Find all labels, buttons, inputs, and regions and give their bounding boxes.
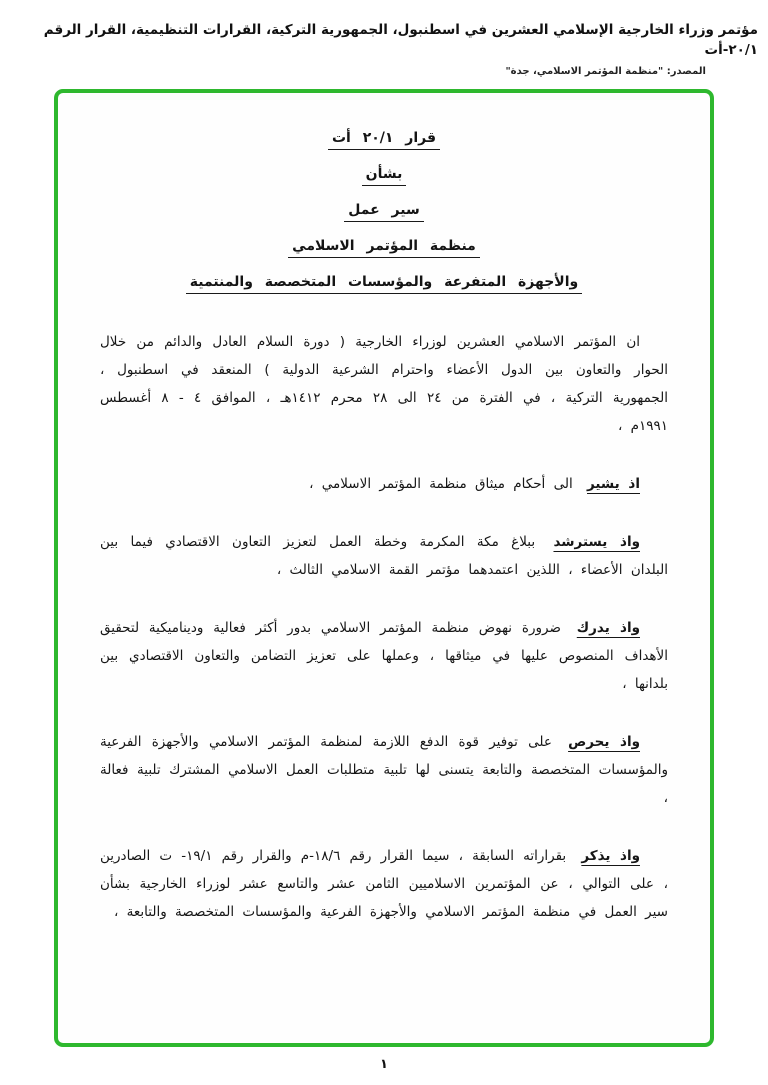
page-number: ١: [380, 1056, 388, 1072]
paragraph-clause-aware: [100, 614, 668, 698]
scanned-page-frame: [54, 89, 714, 1047]
paragraph-preamble: [100, 328, 668, 440]
resolution-subject-line-1: [94, 199, 674, 222]
clause-lead: واذ يذكر: [581, 847, 640, 864]
paragraph-text: بقراراته السابقة ، سيما القرار رقم ١٨/٦-م والقرار رقم ١٩/١- ت الصادرين ، على التوالي ، عن المؤتمرين الاسلاميين الثامن عشر والتاسع عشر لوزراء الخارجية بشأن سير العمل في منظمة المؤتمر الاسلامي والأجهزة الفرعية والمؤسسات المتخصصة والتابعة ،: [100, 847, 668, 920]
resolution-body: [94, 328, 674, 926]
resolution-subject-2: منظمة المؤتمر الاسلامي: [288, 238, 480, 258]
paragraph-text: ضرورة نهوض منظمة المؤتمر الاسلامي بدور أكثر فعالية وديناميكية لتحقيق الأهداف المنصوص عليها في ميثاقها ، وعملها على تعزيز التضامن والتعاون الاقتصادي بين بلدانها ،: [100, 619, 668, 692]
resolution-title-block: [94, 127, 674, 294]
document-source-line: المصدر: "منظمة المؤتمر الاسلامي، جدة": [505, 65, 706, 77]
resolution-number: قرار ٢٠/١ أت: [328, 130, 440, 150]
clause-lead: واذ يحرص: [568, 733, 640, 750]
resolution-subject-line-2: [94, 235, 674, 258]
paragraph-text: الى أحكام ميثاق منظمة المؤتمر الاسلامي ،: [309, 475, 573, 492]
paragraph-text: على توفير قوة الدفع اللازمة لمنظمة المؤتمر الاسلامي والأجهزة الفرعية والمؤسسات المتخصصة والتابعة يتسنى لها تلبية متطلبات العمل الاسلامي المشترك تلبية فعالة ،: [100, 733, 668, 806]
paragraph-clause-guided-by: [100, 528, 668, 584]
document-title-line: مؤتمر وزراء الخارجية الإسلامي العشرين في اسطنبول، الجمهورية التركية، القرارات التنظيمية، القرار الرقم ٢٠/١-أت: [43, 22, 758, 59]
clause-lead: واذ يسترشد: [553, 533, 640, 550]
resolution-regarding: بشأن: [362, 166, 407, 186]
paragraph-clause-keen: [100, 728, 668, 812]
paragraph-clause-recalling-charter: [100, 470, 668, 498]
page-footer: [0, 1057, 768, 1072]
document-header: [0, 0, 768, 77]
clause-lead: واذ يدرك: [576, 619, 640, 636]
resolution-number-line: [94, 127, 674, 150]
resolution-subject-line-3: [94, 271, 674, 294]
paragraph-text: ببلاغ مكة المكرمة وخطة العمل لتعزيز التعاون الاقتصادي فيما بين البلدان الأعضاء ، اللذين اعتمدهما مؤتمر القمة الاسلامي الثالث ،: [100, 533, 668, 578]
paragraph-clause-recalling-resolutions: [100, 842, 668, 926]
resolution-regarding-line: [94, 163, 674, 186]
resolution-subject-3: والأجهزة المتفرعة والمؤسسات المتخصصة والمنتمية: [186, 274, 582, 294]
resolution-subject-1: سير عمل: [344, 202, 424, 222]
paragraph-text: ان المؤتمر الاسلامي العشرين لوزراء الخارجية ( دورة السلام العادل والدائم من خلال الحوار والتعاون بين الدول الأعضاء واحترام الشرعية الدولية ) المنعقد في اسطنبول ، الجمهورية التركية ، في الفترة من ٢٤ الى ٢٨ محرم ١٤١٢هـ ، الموافق ٤ - ٨ أغسطس ١٩٩١م ،: [100, 333, 668, 434]
clause-lead: اذ يشير: [587, 475, 640, 492]
